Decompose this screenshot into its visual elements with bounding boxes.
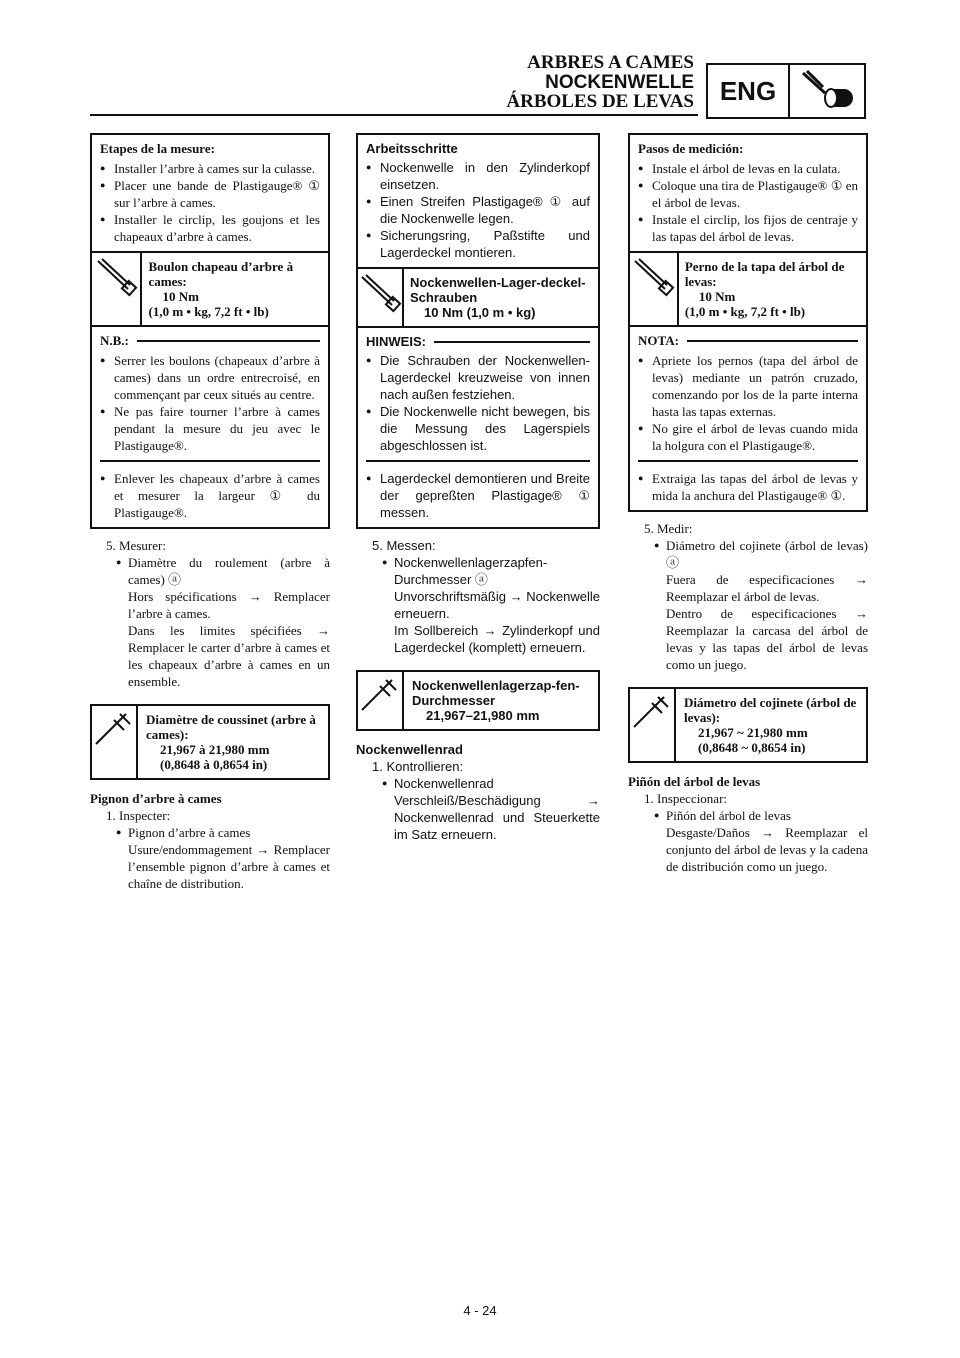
note-item: ● No gire el árbol de levas cuando mida la holgura con el Plastigauge®. [638, 420, 858, 454]
step5-item: Diámetro del cojinete (árbol de levas) ⓐ [666, 538, 868, 570]
note-item: ● Ne pas faire tourner l’arbre à cames pendant la mesure du jeu avec le Plastigauge®. [100, 403, 320, 454]
step-item: ● Installer le circlip, les goujons et les chapeaux d’arbre à cames. [100, 211, 320, 245]
torque-value-alt: (1,0 m • kg, 7,2 ft • lb) [684, 304, 806, 319]
steps-title: Pasos de medición: [638, 141, 744, 156]
step-item: ● Nockenwelle in den Zylinderkopf einsetzen. [366, 159, 590, 193]
spec-value: 21,967–21,980 mm [426, 708, 540, 723]
caliper-icon [358, 672, 404, 729]
torque-spec [92, 251, 328, 325]
measure-box [90, 133, 330, 529]
inspect-step: 1. Inspecter: [106, 808, 171, 823]
step5-in-spec: Dentro de especificaciones → Reemplazar la carcasa del árbol de levas y las tapas del árbol de levas como un juego. [666, 606, 868, 672]
note-block [92, 325, 328, 527]
title-french: ARBRES A CAMES [527, 52, 694, 73]
inspect-text: Desgaste/Daños → Reemplazar el conjunto del árbol de levas y la cadena de distribución como un juego. [666, 825, 868, 874]
torque-wrench-icon [630, 253, 679, 325]
note-heading: HINWEIS: [366, 334, 426, 349]
step-item: ● Coloque una tira de Plastigauge® ① en el árbol de levas. [638, 177, 858, 211]
inspect-step: 1. Inspeccionar: [644, 791, 728, 806]
step-5: 5. Mesurer: [106, 538, 166, 553]
note-item: ● Serrer les boulons (chapeaux d’arbre à cames) dans un ordre entrecroisé, en commençant par ceux situés au centre. [100, 352, 320, 403]
spec-box [628, 687, 868, 763]
step5-out-of-spec: Hors spécifications → Remplacer l’arbre à cames. [128, 589, 330, 621]
spec-value: 21,967 ~ 21,980 mm [698, 725, 808, 740]
inspect-item: Nockenwellenrad [394, 776, 494, 791]
step-item: ● Sicherungsring, Paßstifte und Lagerdeckel montieren. [366, 227, 590, 261]
torque-value: 10 Nm (1,0 m • kg) [424, 305, 536, 320]
spec-label: Diamètre de coussinet (arbre à cames): [146, 712, 316, 742]
torque-spec [358, 267, 598, 326]
torque-wrench-icon [358, 269, 404, 326]
section-heading: Piñón del árbol de levas [628, 774, 761, 789]
engine-cam-icon [790, 65, 864, 117]
step5-in-spec: Im Sollbereich → Zylinderkopf und Lagerdeckel (komplett) erneuern. [394, 623, 600, 655]
column-spanish: Pasos de medición: ● Instale el árbol de levas en la culata. ● Coloque una tira de Plastigauge® ① en el árbol de levas. ● Instale el circlip, los fijos de centraje y las tapas del árbol de levas. Perno de la tapa del árbol de levas: 10 Nm (1,0 m • kg, 7,2 ft • lb) NOTA: ● Apriete los pernos (tapa del árbol de levas) mediante un patrón cruzado, comenzando por los de la parte interna hasta las tapas externas. ● No gire el árbol de levas cuando mida la holgura con el Plastigauge®. ● Extraiga las tapas del árbol de levas y mida la anchura del Plastigauge® ①. 5. Medir: ● Diámetro del cojinete (árbol de levas) ⓐ Fuera de especificaciones → Reemplazar el árbol de levas. Dentro de especificaciones → Reemplazar la carcasa del árbol de levas y las tapas del árbol de levas como un juego. Diámetro del cojinete (árbol de levas): 21,967 ~ 21,980 mm (0,8648 ~ 0,8654 in) Piñón del árbol de levas 1. Inspeccionar: ● Piñón del árbol de levas Desgaste/Daños → Reemplazar el conjunto del árbol de levas y la cadena de distribución como un juego. [628, 133, 868, 875]
step-5: 5. Messen: [372, 538, 436, 553]
step-item: ● Instale el circlip, los fijos de centraje y las tapas del árbol de levas. [638, 211, 858, 245]
step-item: ● Installer l’arbre à cames sur la culasse. [100, 160, 320, 177]
section-label: ENG [708, 65, 790, 117]
torque-value: 10 Nm [162, 289, 199, 304]
section-badge [706, 63, 866, 119]
section-heading: Nockenwellenrad [356, 742, 463, 757]
step-item: ● Placer une bande de Plastigauge® ① sur l’arbre à cames. [100, 177, 320, 211]
steps-title: Arbeitsschritte [366, 141, 458, 156]
note-item: ● Apriete los pernos (tapa del árbol de levas) mediante un patrón cruzado, comenzando por los de la parte interna hasta las tapas externas. [638, 352, 858, 420]
header-rule [90, 114, 698, 116]
step5-item: Nockenwellenlagerzapfen-Durchmesser ⓐ [394, 555, 548, 587]
page-number: 4 - 24 [463, 1303, 497, 1318]
torque-spec [630, 251, 866, 325]
step5-out-of-spec: Unvorschriftsmäßig → Nockenwelle erneuern. [394, 589, 600, 621]
torque-value: 10 Nm [698, 289, 736, 304]
torque-label: Perno de la tapa del árbol de levas: [684, 259, 845, 289]
spec-value: 21,967 à 21,980 mm [160, 742, 270, 757]
spec-box [356, 670, 600, 731]
step-item: ● Einen Streifen Plastigage® ① auf die Nockenwelle legen. [366, 193, 590, 227]
torque-label: Boulon chapeau d’arbre à cames: [148, 259, 294, 289]
after-note-item: ● Lagerdeckel demontieren und Breite der gepreßten Plastigage® ① messen. [366, 470, 590, 521]
column-french: Etapes de la mesure: ● Installer l’arbre à cames sur la culasse. ● Placer une bande de Plastigauge® ① sur l’arbre à cames. ● Installer le circlip, les goujons et les chapeaux d’arbre à cames. Boulon chapeau d’arbre à cames: 10 Nm (1,0 m • kg, 7,2 ft • lb) N.B.: ● Serrer les boulons (chapeaux d’arbre à cames) dans un ordre entrecroisé, en commençant par ceux situés au centre. ● Ne pas faire tourner l’arbre à cames pendant la mesure du jeu avec le Plastigauge®. ● Enlever les chapeaux d’arbre à cames et mesurer la largeur ① du Plastigauge®. 5. Mesurer: ● Diamètre du roulement (arbre à cames) ⓐ Hors spécifications → Remplacer l’arbre à cames. Dans les limites spécifiées → Remplacer le carter d’arbre à cames et les chapeaux d’arbre à cames en un ensemble. Diamètre de coussinet (arbre à cames): 21,967 à 21,980 mm (0,8648 à 0,8654 in) Pignon d’arbre à cames 1. Inspecter: ● Pignon d’arbre à cames Usure/endommagement → Remplacer l’ensemble pignon d’arbre à cames et chaîne de distribution. [90, 133, 330, 892]
after-note-item: ● Extraiga las tapas del árbol de levas y mida la anchura del Plastigauge® ①. [638, 470, 858, 504]
torque-value-alt: (1,0 m • kg, 7,2 ft • lb) [148, 304, 269, 319]
note-item: ● Die Schrauben der Nockenwellen-Lagerdeckel kreuzweise von innen nach außen festziehen. [366, 352, 590, 403]
inspect-step: 1. Kontrollieren: [372, 759, 464, 774]
measure-box [628, 133, 868, 512]
title-spanish: ÁRBOLES DE LEVAS [506, 91, 694, 112]
inspect-item: Piñón del árbol de levas [666, 808, 791, 823]
inspect-text: Usure/endommagement → Remplacer l’ensemble pignon d’arbre à cames et chaîne de distribution. [128, 842, 330, 891]
spec-value-alt: (0,8648 ~ 0,8654 in) [698, 740, 806, 755]
spec-value-alt: (0,8648 à 0,8654 in) [160, 757, 268, 772]
torque-label: Nockenwellen-Lager-deckel-Schrauben [410, 275, 586, 305]
measure-box [356, 133, 600, 529]
step-item: ● Instale el árbol de levas en la culata. [638, 160, 858, 177]
spec-label: Nockenwellenlagerzap-fen-Durchmesser [412, 678, 580, 708]
steps-title: Etapes de la mesure: [100, 141, 215, 156]
note-block [630, 325, 866, 510]
spec-label: Diámetro del cojinete (árbol de levas): [684, 695, 857, 725]
note-heading: NOTA: [638, 333, 679, 348]
after-note-item: ● Enlever les chapeaux d’arbre à cames et mesurer la largeur ① du Plastigauge®. [100, 470, 320, 521]
step5-in-spec: Dans les limites spécifiées → Remplacer le carter d’arbre à cames et les chapeaux d’arbre à cames en un ensemble. [128, 623, 330, 689]
inspect-text: Verschleiß/Beschädigung → Nockenwellenrad und Steuerkette im Satz erneuern. [394, 793, 600, 842]
title-german: NOCKENWELLE [545, 72, 694, 93]
note-heading: N.B.: [100, 333, 129, 348]
note-item: ● Die Nockenwelle nicht bewegen, bis die Messung des Lagerspiels abgeschlossen ist. [366, 403, 590, 454]
step-5: 5. Medir: [644, 521, 693, 536]
step5-item: Diamètre du roulement (arbre à cames) ⓐ [128, 555, 330, 587]
caliper-icon [630, 689, 676, 761]
torque-wrench-icon [92, 253, 142, 325]
section-heading: Pignon d’arbre à cames [90, 791, 222, 806]
note-block [358, 326, 598, 527]
column-german: Arbeitsschritte ● Nockenwelle in den Zylinderkopf einsetzen. ● Einen Streifen Plastigage® ① auf die Nockenwelle legen. ● Sicherungsring, Paßstifte und Lagerdeckel montieren. Nockenwellen-Lager-deckel-Schrauben 10 Nm (1,0 m • kg) HINWEIS: ● Die Schrauben der Nockenwellen-Lagerdeckel kreuzweise von innen nach außen festziehen. ● Die Nockenwelle nicht bewegen, bis die Messung des Lagerspiels abgeschlossen ist. ● Lagerdeckel demontieren und Breite der gepreßten Plastigage® ① messen. 5. Messen: ● Nockenwellenlagerzapfen-Durchmesser ⓐ Unvorschriftsmäßig → Nockenwelle erneuern. Im Sollbereich → Zylinderkopf und Lagerdeckel (komplett) erneuern. Nockenwellenlagerzap-fen-Durchmesser 21,967–21,980 mm Nockenwellenrad 1. Kontrollieren: ● Nockenwellenrad Verschleiß/Beschädigung → Nockenwellenrad und Steuerkette im Satz erneuern. [356, 133, 600, 843]
spec-box [90, 704, 330, 780]
step5-out-of-spec: Fuera de especificaciones → Reemplazar el árbol de levas. [666, 572, 868, 604]
caliper-icon [92, 706, 138, 778]
inspect-item: Pignon d’arbre à cames [128, 825, 251, 840]
